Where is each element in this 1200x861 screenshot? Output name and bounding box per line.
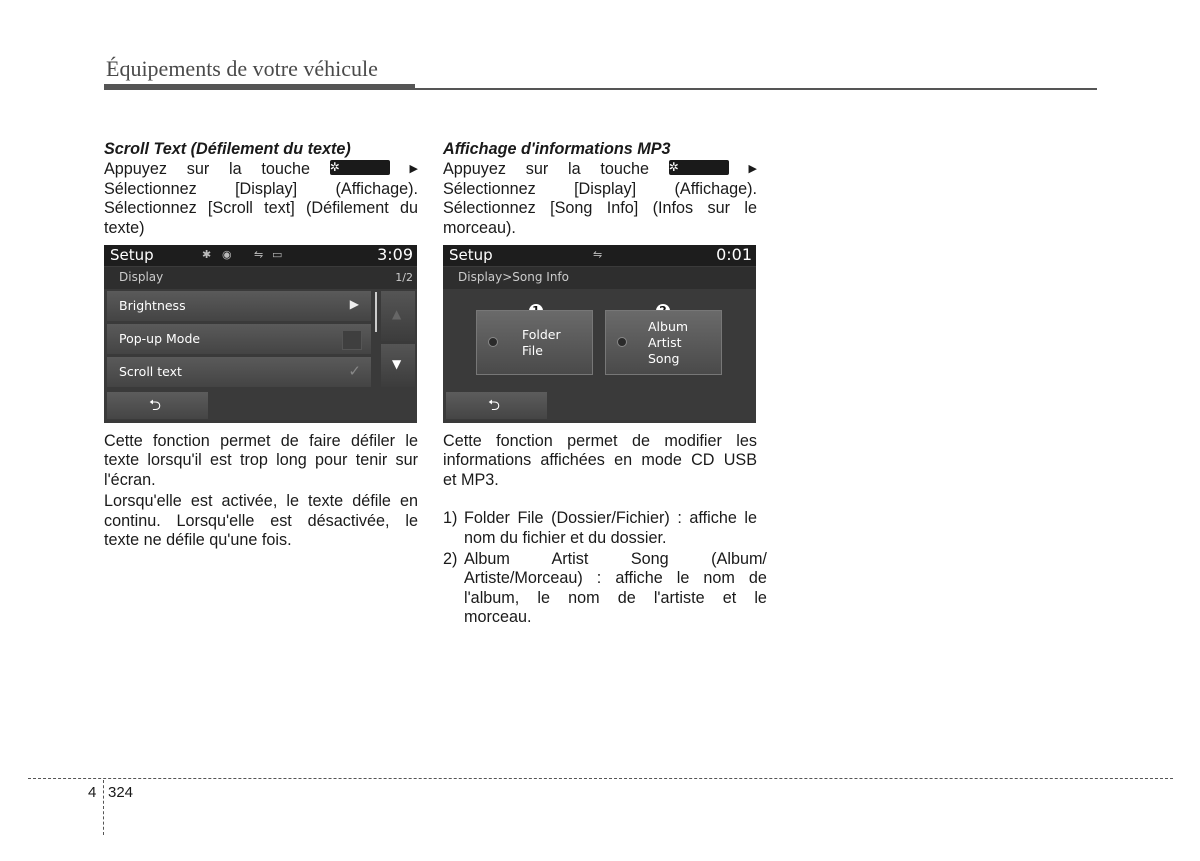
right-column (443, 140, 757, 238)
word: la (229, 160, 242, 179)
header-rule (104, 88, 1097, 90)
list-line: nom du fichier et du dossier. (464, 528, 667, 547)
paragraph-line: texte ne défile qu'une fois. (104, 530, 292, 549)
menu-item-brightness[interactable] (107, 291, 371, 321)
list-body (464, 550, 767, 628)
instruction-line (443, 180, 757, 199)
option-line: Song (648, 351, 680, 366)
menu-item-label: Brightness (119, 298, 186, 313)
page-number: 324 (108, 784, 134, 801)
paragraph-line: informations affichées en mode CD USB (443, 451, 757, 470)
page-indicator: 1/2 (395, 271, 413, 284)
option-label (522, 327, 561, 359)
word: sur (525, 160, 549, 179)
section-title-mp3-info: Affichage d'informations MP3 (443, 140, 671, 158)
checkmark-icon[interactable]: ✓ (348, 362, 361, 380)
back-button[interactable] (446, 392, 547, 419)
screen-status-bar (443, 245, 756, 266)
setup-display-screen (104, 245, 417, 423)
usb-icon: ⇋ (593, 248, 603, 261)
radio-indicator (488, 337, 498, 347)
word: touche (600, 160, 649, 179)
paragraph-line: texte lorsqu'il est trop long pour tenir sur (104, 451, 418, 470)
screen-title: Setup (110, 246, 154, 264)
back-arrow-icon: ⮌ (488, 396, 501, 414)
menu-item-scroll-text[interactable] (107, 357, 371, 387)
song-info-screen (443, 245, 756, 423)
list-item (443, 549, 767, 628)
word: Appuyez (104, 160, 167, 179)
instruction-line (443, 160, 757, 179)
instruction-line (104, 180, 418, 199)
triangle-up-icon: ▲ (392, 307, 402, 321)
clock: 0:01 (716, 245, 752, 264)
list-line: Folder File (Dossier/Fichier) : affiche le (464, 509, 757, 528)
right-body (443, 432, 767, 628)
list-item (443, 509, 757, 548)
radio-indicator (617, 337, 627, 347)
instruction-line: morceau). (443, 218, 516, 237)
chapter-number: 4 (88, 784, 97, 801)
usb-icon: ⇋ (254, 248, 264, 261)
paragraph-line: Lorsqu'elle est activée, le texte défile en (104, 492, 418, 511)
option-line: Artist (648, 335, 682, 350)
list-line: Artiste/Morceau) : affiche le nom de (464, 569, 767, 588)
setup-key-icon: ✲ (669, 160, 729, 175)
play-arrow-icon: ▶ (349, 297, 359, 311)
list-body (464, 509, 757, 548)
word: Appuyez (443, 160, 506, 179)
checkbox[interactable] (342, 330, 362, 350)
word: (Affichage). (335, 179, 418, 198)
left-column (104, 140, 418, 238)
paragraph-line: et MP3. (443, 470, 499, 489)
paragraph-line: Cette fonction permet de modifier les (443, 432, 757, 450)
word: touche (261, 160, 310, 179)
list-line: morceau. (464, 608, 532, 627)
left-body (104, 432, 418, 550)
screen-subheader (104, 267, 417, 289)
scroll-up-button[interactable] (381, 291, 415, 341)
instruction-line: Sélectionnez [Scroll text] (Défilement du (104, 199, 418, 218)
option-album-artist-song-button[interactable] (605, 310, 722, 375)
instruction-line: Sélectionnez [Song Info] (Infos sur le (443, 199, 757, 218)
footer-divider (28, 778, 1173, 779)
word: Sélectionnez (104, 179, 197, 198)
word: [Display] (574, 179, 637, 198)
paragraph-line: l'écran. (104, 470, 156, 489)
menu-item-popup-mode[interactable] (107, 324, 371, 354)
word: Sélectionnez (443, 179, 536, 198)
paragraph-line: continu. Lorsqu'elle est désactivée, le (104, 511, 418, 530)
option-line: Album (648, 319, 689, 334)
list-number: 2) (443, 549, 458, 568)
word: la (568, 160, 581, 179)
list-line: Album Artist Song (Album/ (464, 549, 767, 568)
clock: 3:09 (377, 245, 413, 264)
word: sur (186, 160, 210, 179)
breadcrumb: Display (119, 270, 164, 284)
word: (Affichage). (674, 179, 757, 198)
setup-key-icon: ✲ (330, 160, 390, 175)
screen-subheader (443, 267, 756, 289)
scroll-down-button[interactable] (381, 344, 415, 387)
scrollbar[interactable] (375, 292, 377, 332)
paragraph-line: Cette fonction permet de faire défiler le (104, 432, 418, 450)
option-label (648, 319, 688, 367)
screen-status-bar (104, 245, 417, 266)
footer-vertical-divider (103, 780, 104, 835)
bluetooth-icon: ✱ (202, 248, 212, 261)
screen-title: Setup (449, 246, 493, 264)
breadcrumb: Display>Song Info (458, 270, 569, 284)
back-button[interactable] (107, 392, 208, 419)
page-header-title: Équipements de votre véhicule (106, 56, 378, 81)
section-title-scroll-text: Scroll Text (Défilement du texte) (104, 140, 351, 158)
ipod-icon: ▭ (272, 248, 283, 261)
word: [Display] (235, 179, 298, 198)
list-line: l'album, le nom de l'artiste et le (464, 588, 767, 607)
option-line: File (522, 343, 543, 358)
option-folder-file-button[interactable] (476, 310, 593, 375)
menu-item-label: Scroll text (119, 364, 182, 379)
arrow-right-icon: ▶ (409, 163, 418, 176)
list-number: 1) (443, 509, 458, 528)
triangle-down-icon: ▼ (392, 357, 402, 371)
menu-item-label: Pop-up Mode (119, 331, 201, 346)
disc-icon: ◉ (222, 248, 232, 261)
arrow-right-icon: ▶ (748, 163, 757, 176)
instruction-line: texte) (104, 218, 145, 237)
option-line: Folder (522, 327, 561, 342)
instruction-line (104, 160, 418, 179)
back-arrow-icon: ⮌ (149, 396, 162, 414)
